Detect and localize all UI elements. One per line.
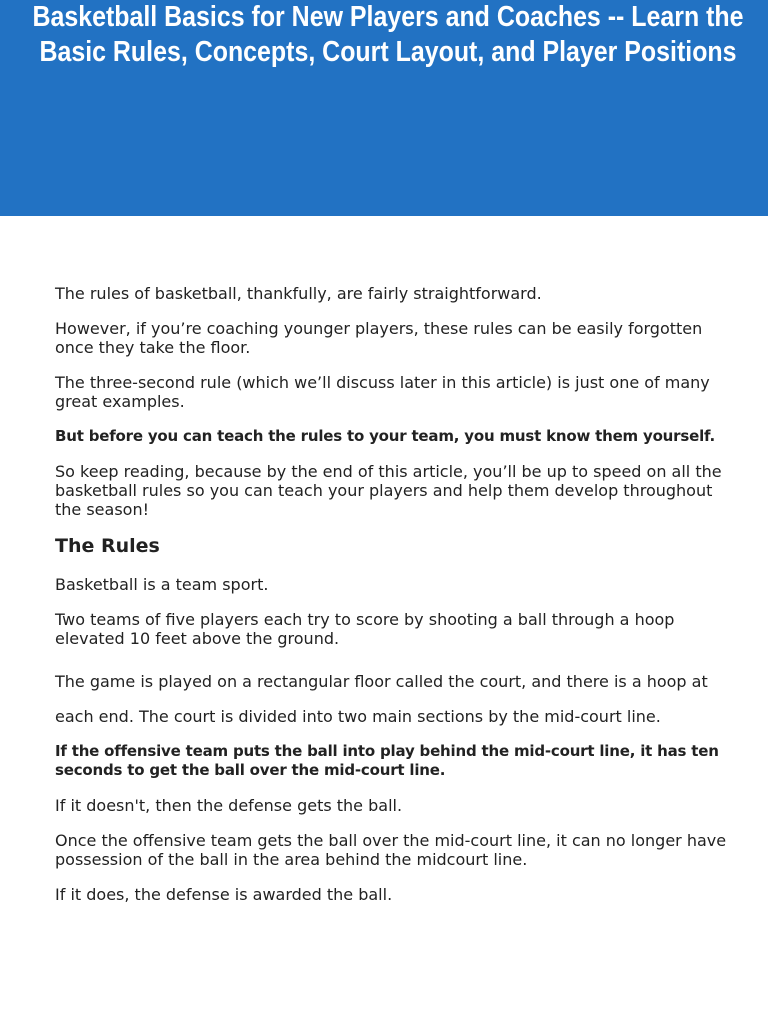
page-title: Basketball Basics for New Players and Coaches -- Learn the Basic Rules, Concepts, Court Layout, and Player Positions (32, 1, 744, 68)
paragraph-team-sport: Basketball is a team sport. (55, 575, 269, 594)
paragraph-backcourt: Once the offensive team gets the ball over the mid-court line, it can no longer have possession of the ball in the area behind the midcourt line. (55, 831, 727, 869)
paragraph-three-second-rule: The three-second rule (which we’ll discuss later in this article) is just one of many great examples. (55, 373, 710, 411)
paragraph-intro: The rules of basketball, thankfully, are fairly straightforward. (55, 284, 542, 303)
paragraph-younger-players: However, if you’re coaching younger players, these rules can be easily forgotten once they take the floor. (55, 319, 703, 357)
header-banner (0, 0, 768, 216)
paragraph-two-teams: Two teams of five players each try to score by shooting a ball through a hoop elevated 10 feet above the ground. (55, 610, 675, 648)
article-body (55, 284, 735, 920)
paragraph-defense-awarded: If it does, the defense is awarded the ball. (55, 885, 393, 904)
paragraph-defense-gets-ball: If it doesn't, then the defense gets the ball. (55, 796, 403, 815)
paragraph-keep-reading: So keep reading, because by the end of this article, you’ll be up to speed on all the basketball rules so you can teach your players and help them develop throughout the season! (55, 462, 722, 519)
paragraph-ten-seconds: If the offensive team puts the ball into play behind the mid-court line, it has ten seconds to get the ball over the mid-court line. (55, 742, 719, 779)
section-heading-rules: The Rules (55, 535, 160, 557)
paragraph-know-rules: But before you can teach the rules to your team, you must know them yourself. (55, 427, 716, 445)
paragraph-court: The game is played on a rectangular floor called the court, and there is a hoop at each end. The court is divided into two main sections by the mid-court line. (55, 672, 708, 726)
